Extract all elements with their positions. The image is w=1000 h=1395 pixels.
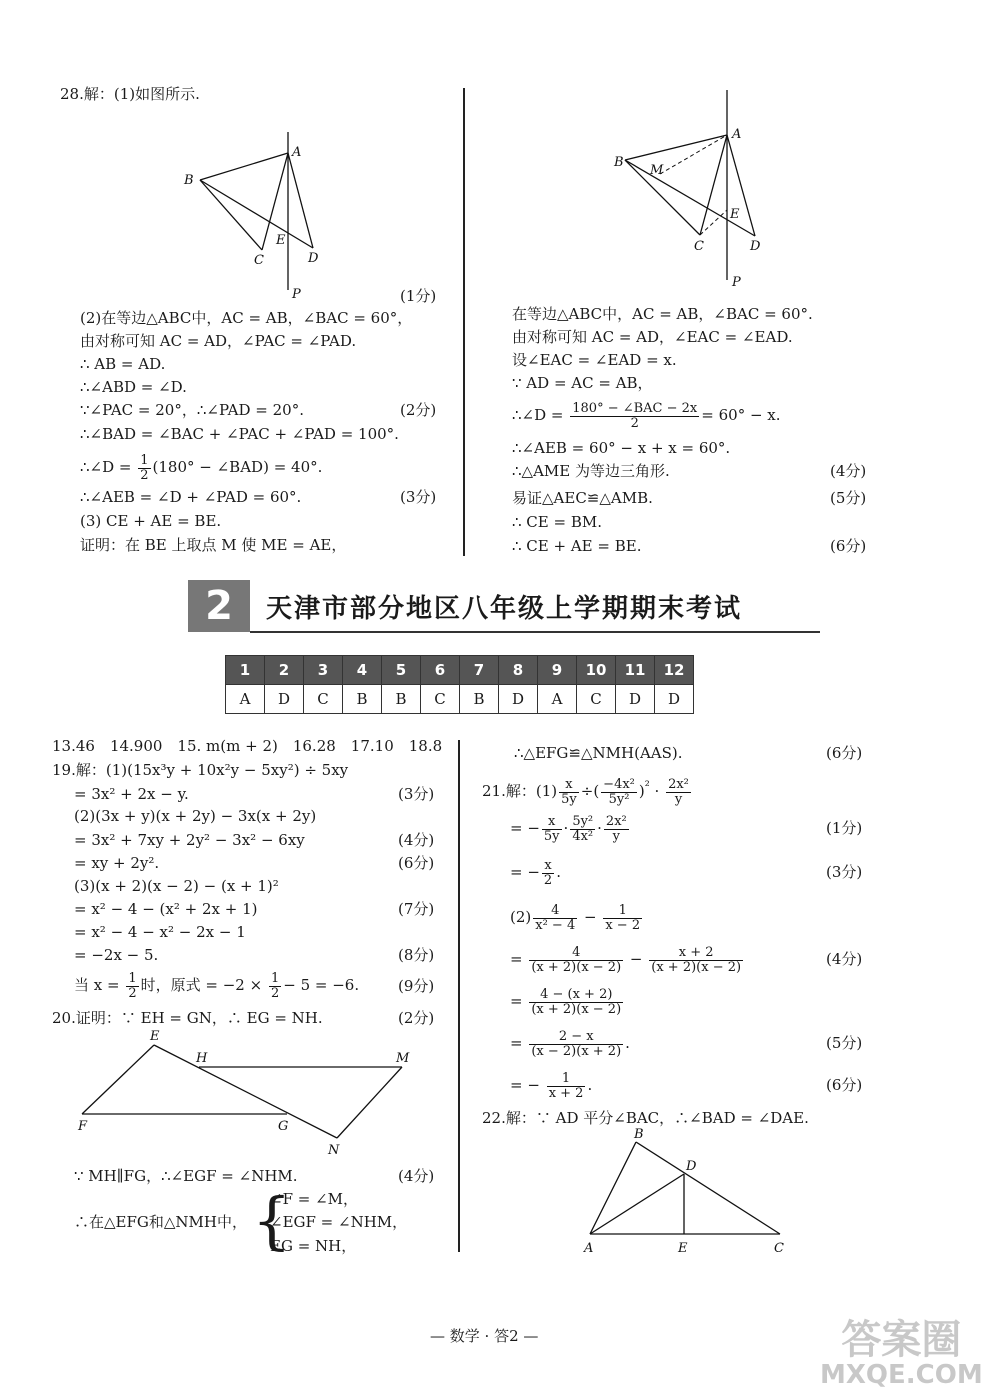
answer-letter: A <box>538 685 577 714</box>
q28-l10: 证明：在 BE 上取点 M 使 ME = AE， <box>80 536 347 554</box>
fig2-label-e: E <box>730 207 740 222</box>
answer-letter: B <box>343 685 382 714</box>
fig1-label-d: D <box>308 251 319 266</box>
q19-l5: = xy + 2y². <box>74 854 160 872</box>
q28-r10: ∴ CE + AE = BE. <box>512 537 642 555</box>
q20-b3: EG = NH， <box>270 1237 357 1255</box>
q28-score-6: (6分) <box>830 537 867 555</box>
fig1-label-e: E <box>276 233 286 248</box>
section-underline <box>250 631 820 633</box>
q20-score-2: (4分) <box>398 1167 435 1185</box>
q19-score-6: (9分) <box>398 977 435 995</box>
answer-table-numbers <box>226 656 694 685</box>
q28-l7: ∴∠D = $\frac{1}{2}$ (180° − ∠BAD) = 40°. <box>80 452 323 483</box>
q19-when: 当 x = $\frac{1}{2}$ 时，原式 = −2 × $\frac{1}{2}$ − 5 = −6. <box>74 970 360 1001</box>
q20-l3: ∴在△EFG和△NMH中， <box>74 1213 247 1231</box>
fig2-label-d: D <box>750 239 761 254</box>
q28-figure-1 <box>180 140 480 300</box>
q21-score-5: (6分) <box>826 1076 863 1094</box>
q28-l9: (3) CE + AE = BE. <box>80 512 222 530</box>
answer-letter: C <box>304 685 343 714</box>
q28-score-2: (2分) <box>400 401 437 419</box>
answer-num: 5 <box>382 656 421 685</box>
q20-score-1: (2分) <box>398 1009 435 1027</box>
section-number: 2 <box>188 580 250 632</box>
answer-letter: D <box>655 685 694 714</box>
q28-l5: ∵∠PAC = 20°，∴∠PAD = 20°. <box>80 401 304 419</box>
answer-num: 11 <box>616 656 655 685</box>
q20-label-f: F <box>78 1119 88 1134</box>
q28-r2: 由对称可知 AC = AD，∠EAC = ∠EAD. <box>512 328 793 346</box>
fig2-label-m: M <box>650 163 664 178</box>
q21-s3: = $\frac{4}{(x + 2)(x - 2)}$ − $\frac{x + 2}{(x + 2)(x - 2)}$ <box>510 944 742 975</box>
fig1-label-p: P <box>292 287 301 302</box>
answer-letter: C <box>421 685 460 714</box>
q28-score-1: (1分) <box>400 287 437 305</box>
q21-p1: 21.解：(1) $\frac{x}{5y}$ ÷( $\frac{\text{−4x²}}{\text{5y²}}$ )$^{^2}$ · $\frac{\text{2x²}}{y}$ <box>482 776 689 807</box>
answer-num: 7 <box>460 656 499 685</box>
q19-l8: = x² − 4 − x² − 2x − 1 <box>74 923 246 941</box>
q21-s1: = − $\frac{x}{5y}$ · $\frac{\text{5y²}}{\text{4x²}}$ · $\frac{\text{2x²}}{y}$ <box>510 813 627 844</box>
q21-score-4: (5分) <box>826 1034 863 1052</box>
q21-score-3: (4分) <box>826 950 863 968</box>
q22-label-c: C <box>774 1241 784 1256</box>
q21-s4: = $\frac{4 - (x + 2)}{(x + 2)(x - 2)}$ <box>510 986 622 1017</box>
q19-l6: (3)(x + 2)(x − 2) − (x + 1)² <box>74 877 279 895</box>
fig1-label-b: B <box>184 173 194 188</box>
q28-l1: (2)在等边△ABC中，AC = AB，∠BAC = 60°， <box>80 309 413 327</box>
q20-label-h: H <box>196 1051 208 1066</box>
q28-l6: ∴∠BAD = ∠BAC + ∠PAC + ∠PAD = 100°. <box>80 425 399 443</box>
answer-letter: D <box>616 685 655 714</box>
fig1-label-a: A <box>292 145 302 160</box>
q19-score-5: (8分) <box>398 946 435 964</box>
fig1-label-c: C <box>254 253 264 268</box>
answer-letter: B <box>382 685 421 714</box>
q19-l3: (2)(3x + y)(x + 2y) − 3x(x + 2y) <box>74 807 317 825</box>
q19-l9: = −2x − 5. <box>74 946 159 964</box>
q20-brace: { <box>252 1184 292 1257</box>
q21-score-1: (1分) <box>826 819 863 837</box>
q20-l2: ∵ MH∥FG，∴∠EGF = ∠NHM. <box>74 1167 298 1185</box>
q28-r5: ∴∠D = $\frac{\text{180° − ∠BAC − 2x}}{2}$ = 60° − x. <box>512 400 781 431</box>
q28-l4: ∴∠ABD = ∠D. <box>80 378 187 396</box>
q19-l2: = 3x² + 2x − y. <box>74 785 189 803</box>
q20-b2: ∠EGF = ∠NHM， <box>270 1213 408 1231</box>
q28-score-3: (3分) <box>400 488 437 506</box>
q19-score-1: (3分) <box>398 785 435 803</box>
q28-r8: 易证△AEC≌△AMB. <box>512 489 653 507</box>
q28-figure-2 <box>610 90 910 290</box>
fig2-label-a: A <box>732 127 742 142</box>
fig2-label-b: B <box>614 155 624 170</box>
q21-s2: = − $\frac{x}{2}$ . <box>510 857 561 888</box>
answer-table <box>225 655 694 714</box>
answer-num: 1 <box>226 656 265 685</box>
q20-label-n: N <box>328 1143 340 1158</box>
q28-l8: ∴∠AEB = ∠D + ∠PAD = 60°. <box>80 488 302 506</box>
watermark-logo: 答案圈 <box>841 1317 962 1363</box>
q28-score-4: (4分) <box>830 462 867 480</box>
q22-label-d: D <box>686 1159 697 1174</box>
q22-label-a: A <box>584 1241 594 1256</box>
answer-num: 12 <box>655 656 694 685</box>
q21-p2: (2) $\frac{4}{\text{x² − 4}}$ − $\frac{1}{x - 2}$ <box>510 902 641 933</box>
answer-num: 3 <box>304 656 343 685</box>
q28-score-5: (5分) <box>830 489 867 507</box>
q28-r1: 在等边△ABC中，AC = AB，∠BAC = 60°. <box>512 305 813 323</box>
q21-score-2: (3分) <box>826 863 863 881</box>
q28-l2: 由对称可知 AC = AD，∠PAC = ∠PAD. <box>80 332 357 350</box>
q20-score-3: (6分) <box>826 744 863 762</box>
q19-l1: 19.解：(1)(15x³y + 10x²y − 5xy²) ÷ 5xy <box>52 761 349 779</box>
page-footer: — 数学 · 答2 — <box>430 1327 539 1345</box>
answer-letter: C <box>577 685 616 714</box>
q19-l7: = x² − 4 − (x² + 2x + 1) <box>74 900 258 918</box>
column-divider-bottom <box>458 740 460 1252</box>
q19-score-2: (4分) <box>398 831 435 849</box>
q22-label-b: B <box>634 1127 644 1142</box>
q28-r7: ∴△AME 为等边三角形. <box>512 462 670 480</box>
answer-num: 8 <box>499 656 538 685</box>
q21-top: ∴△EFG≌△NMH(AAS). <box>514 744 683 762</box>
q21-s6: = − $\frac{1}{x + 2}$ . <box>510 1070 593 1101</box>
q19-score-3: (6分) <box>398 854 435 872</box>
answer-letter: D <box>499 685 538 714</box>
fig2-label-p: P <box>732 275 741 290</box>
answer-table-letters <box>226 685 694 714</box>
watermark <box>820 1317 983 1390</box>
q22-line: 22.解：∵ AD 平分∠BAC，∴∠BAD = ∠DAE. <box>482 1109 809 1127</box>
q19-l4: = 3x² + 7xy + 2y² − 3x² − 6xy <box>74 831 305 849</box>
q22-label-e: E <box>678 1241 688 1256</box>
q20-label-m: M <box>396 1051 410 1066</box>
q20-figure <box>72 1029 432 1158</box>
answer-letter: B <box>460 685 499 714</box>
q28-l3: ∴ AB = AD. <box>80 355 166 373</box>
answer-letter: D <box>265 685 304 714</box>
answer-num: 2 <box>265 656 304 685</box>
q28-r9: ∴ CE = BM. <box>512 513 602 531</box>
q28-r6: ∴∠AEB = 60° − x + x = 60°. <box>512 439 731 457</box>
answer-num: 10 <box>577 656 616 685</box>
fill-answers: 13.46 14.900 15. m(m + 2) 16.28 17.10 18.8 <box>52 737 443 755</box>
section-title: 天津市部分地区八年级上学期期末考试 <box>266 594 743 624</box>
q28-r4: ∵ AD = AC = AB， <box>512 374 653 392</box>
q20-label-e: E <box>150 1029 160 1044</box>
q21-s5: = $\frac{2 - x}{(x - 2)(x + 2)}$ . <box>510 1028 630 1059</box>
q20-b1: ∠F = ∠M， <box>270 1190 359 1208</box>
column-divider-top <box>463 88 465 556</box>
answer-num: 4 <box>343 656 382 685</box>
fig2-label-c: C <box>694 239 704 254</box>
q22-figure <box>580 1127 820 1260</box>
q19-score-4: (7分) <box>398 900 435 918</box>
q20-l1: 20.证明：∵ EH = GN，∴ EG = NH. <box>52 1009 323 1027</box>
watermark-site: MXQE.COM <box>820 1360 983 1390</box>
q28-intro: 28.解：(1)如图所示. <box>60 85 200 103</box>
q20-label-g: G <box>278 1119 289 1134</box>
answer-letter: A <box>226 685 265 714</box>
answer-num: 6 <box>421 656 460 685</box>
answer-num: 9 <box>538 656 577 685</box>
q28-r3: 设∠EAC = ∠EAD = x. <box>512 351 677 369</box>
